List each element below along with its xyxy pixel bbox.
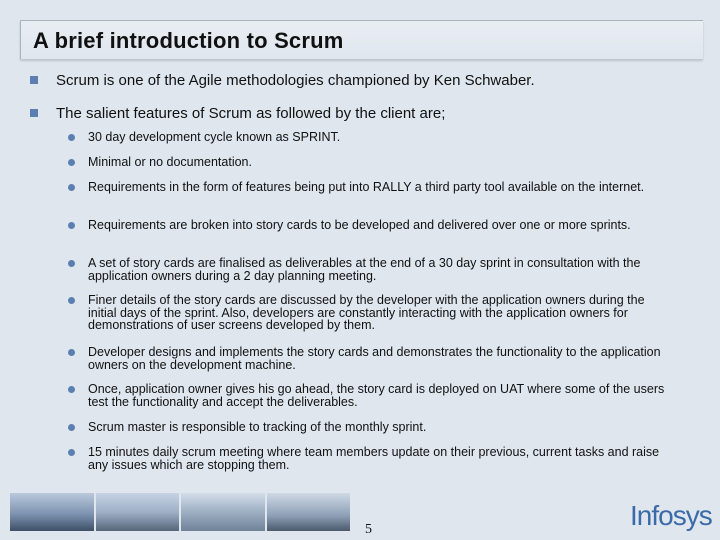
bullet-l2 (68, 446, 668, 471)
round-bullet-icon (68, 134, 75, 141)
bullet-l2-text: A set of story cards are finalised as deliverables at the end of a 30 day sprint in consultation with the application owners during a 2 day planning meeting. (88, 256, 641, 283)
round-bullet-icon (68, 386, 75, 393)
bullet-l2 (68, 383, 668, 408)
round-bullet-icon (68, 159, 75, 166)
bullet-l2 (68, 421, 668, 434)
bullet-l2-text: Requirements are broken into story cards to be developed and delivered over one or more sprints. (88, 218, 631, 232)
campus-photo (181, 493, 265, 531)
campus-photo (96, 493, 180, 531)
campus-photo (10, 493, 94, 531)
bullet-l1-text: The salient features of Scrum as followed by the client are; (56, 105, 446, 122)
round-bullet-icon (68, 184, 75, 191)
slide-title: A brief introduction to Scrum (33, 28, 344, 53)
bullet-l2-text: Requirements in the form of features being put into RALLY a third party tool available on the internet. (88, 180, 645, 194)
page-number: 5 (365, 522, 372, 537)
bullet-l2-text: Scrum master is responsible to tracking of the monthly sprint. (88, 420, 427, 434)
infosys-logo: Infosys (630, 500, 712, 531)
footer-image-strip (10, 493, 350, 531)
bullet-l2 (68, 181, 668, 194)
bullet-l2 (68, 156, 668, 169)
round-bullet-icon (68, 222, 75, 229)
bullet-l2-text: Developer designs and implements the story cards and demonstrates the functionality to the application owners on the development machine. (88, 345, 661, 372)
square-bullet-icon (30, 76, 38, 84)
bullet-l2-text: 30 day development cycle known as SPRINT. (88, 130, 341, 144)
bullet-l2 (68, 131, 668, 144)
round-bullet-icon (68, 424, 75, 431)
bullet-l2 (68, 294, 668, 332)
bullet-l2 (68, 219, 668, 232)
round-bullet-icon (68, 449, 75, 456)
bullet-l2-text: Minimal or no documentation. (88, 155, 252, 169)
bullet-l2-text: Once, application owner gives his go ahead, the story card is deployed on UAT where some of the users test the functionality and accept the deliverables. (88, 382, 665, 409)
round-bullet-icon (68, 349, 75, 356)
round-bullet-icon (68, 297, 75, 304)
bullet-l2 (68, 346, 668, 371)
bullet-l2-text: 15 minutes daily scrum meeting where team members update on their previous, current tasks and raise any issues which are stopping them. (88, 445, 660, 472)
bullet-l2 (68, 257, 668, 282)
square-bullet-icon (30, 109, 38, 117)
campus-photo (267, 493, 351, 531)
bullet-l1-text: Scrum is one of the Agile methodologies championed by Ken Schwaber. (56, 72, 535, 89)
round-bullet-icon (68, 260, 75, 267)
bullet-l2-text: Finer details of the story cards are discussed by the developer with the application owners during the initial days of the sprint. Also, developers are constantly interacting with the application owners for demonstrations of user screens developed by them. (88, 293, 645, 332)
